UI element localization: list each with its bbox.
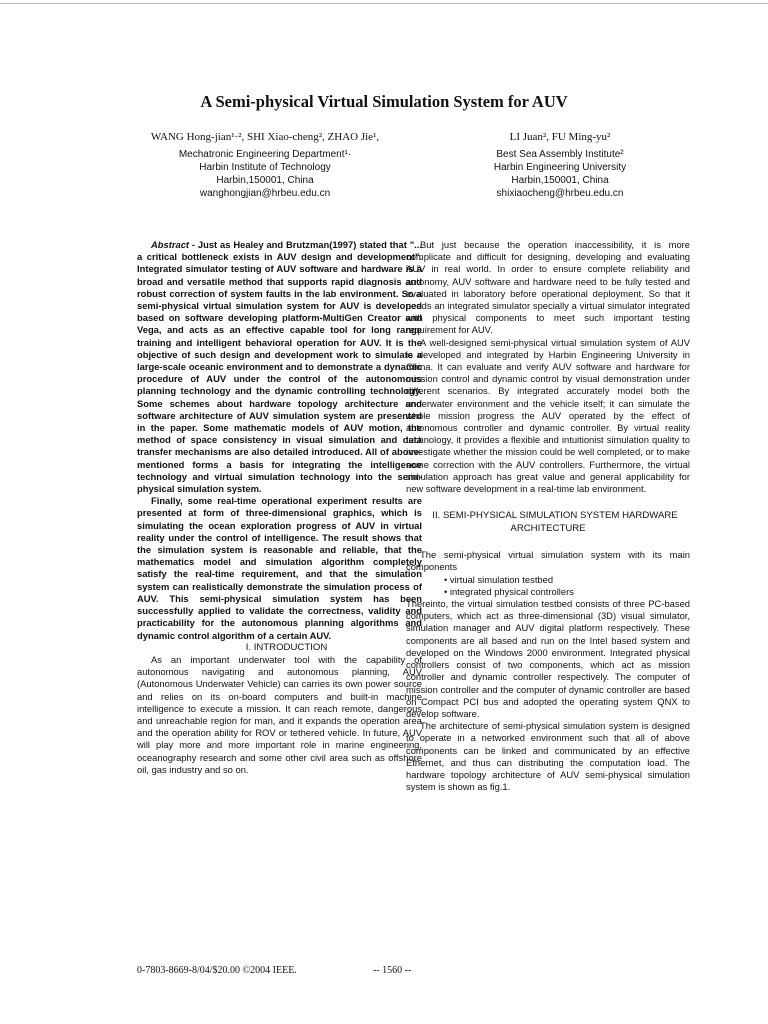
heading-line: II. SEMI-PHYSICAL SIMULATION SYSTEM HARDWARE xyxy=(432,510,678,522)
body-paragraph: A well-designed semi-physical virtual simulation system of AUV is developed and integrated by Harbin Engineering University in China. It can evaluate and verify AUV software and hardware for mission control and dynamic control by visual demonstration under different scenarios. By integrated accurately model both the underwater environment and the vehicle itself; it can simulate the whole mission progress the AUV operated by the effect of autonomous controller and dynamic controller. By virtual reality technology, it provides a flexible and intuitionist simulation quality to investigate whether the mission could be well completed, or to make some correction with the AUV controllers. Furthermore, the virtual simulation approach has great value and general applicability for new software development in a real-time lab environment. xyxy=(406,336,690,495)
abstract-paragraph xyxy=(137,239,422,495)
introduction-paragraph: As an important underwater tool with the capability of autonomous navigating and autonomous planning, AUV (Autonomous Underwater Vehicle) can carries its own power source and relies on its on-board computers and built-in machine intelligence to execute a mission. It can reach remote, dangerous and unreachable region for man, and it expands the operation area and the operation ability for ROV or tethered vehicle. In future, AUV will play more and more important role in marine engineering, oceanography research and some other civil area such as offshore oil, gas industry and so on. xyxy=(137,653,422,775)
affiliation-line: Harbin Engineering University xyxy=(493,162,627,173)
body-paragraph: The architecture of semi-physical simulation system is designed to operate in a networked environment such that all of above components can be linked and communicated by an effective Ethernet, and thus can distributing the computation load. The hardware topology architecture of AUV semi-physical simulation system is shown as fig.1. xyxy=(406,720,690,793)
author-names-right: LI Juan², FU Ming-yu² xyxy=(509,131,611,143)
affiliation-right xyxy=(410,148,710,200)
affiliation-left xyxy=(100,148,430,200)
copyright-notice: 0-7803-8669-8/04/$20.00 ©2004 IEEE. xyxy=(137,965,297,976)
affiliation-line: Harbin,150001, China xyxy=(511,175,609,186)
section-heading-hardware-architecture xyxy=(406,509,690,535)
body-paragraph: But just because the operation inaccessibility, it is more complicate and difficult for designing, developing and evaluating AUV in real world. In order to ensure complete reliability and autonomy, AUV software and hardware need to be fully tested and evaluated in laboratory before operational deployment. So that it needs an integrated simulator specially a virtual simulator integrated with physical components to meet such important testing requirement for AUV. xyxy=(406,239,690,336)
abstract-label: Abstract xyxy=(151,239,190,250)
author-block-right xyxy=(410,131,710,200)
bullet-item: • integrated physical controllers xyxy=(444,585,574,597)
page-footer xyxy=(137,965,467,976)
page-top-rule xyxy=(0,3,768,4)
page-number: -- 1560 -- xyxy=(373,965,412,976)
abstract-text: - Just as Healey and Brutzman(1997) stated that "... a critical bottleneck exists in AUV design and development". Integrated simulator testing of AUV software and hardware is a broad and versatile method that supports rapid diagnosis and robust correction of system faults in the lab environment. So a semi-physical virtual simulation system for AUV is developed based on software developing platform-MultiGen Creator and Vega, and acts as an effective capable tool for long range training and intelligent behavioral operation for AUV. It is the objective of such design and development work to simulate a large-scale oceanic environment and to demonstrate a dynamic procedure of AUV under the control of the autonomous planning technology and the dynamic controlling technology. Some schemes about hardware topology architecture and software architecture of AUV simulation system are presented in the paper. Some mathematic models of AUV motion, the method of space consistency in visual simulation and data transfer mechanisms are also detailed introduced. All of above-mentioned forms a basis for integrating the intelligence technology and virtual simulation technology into the semi-physical simulation system. xyxy=(137,239,422,495)
author-block-left xyxy=(100,131,430,200)
right-column xyxy=(406,239,690,793)
left-column xyxy=(137,239,422,776)
author-email: wanghongjian@hrbeu.edu.cn xyxy=(199,188,331,199)
affiliation-line: Harbin,150001, China xyxy=(216,175,314,186)
body-paragraph: Thereinto, the virtual simulation testbed consists of three PC-based computers, which act as three-dimensional (3D) visual simulator, simulation manager and AUV digital platform respectively. These components are all based and run on the Intel based system and developed on the Windows 2000 environment. Integrated physical controllers consist of two components, which act as mission controller and dynamic controller respectively. The computer of mission controller and the computer of dynamic controller are based on Compact PCI bus and adopted the operating system QNX to develop software. xyxy=(406,598,690,719)
affiliation-line: Harbin Institute of Technology xyxy=(199,162,331,173)
bullet-item: • virtual simulation testbed xyxy=(444,573,554,585)
affiliation-line: Best Sea Assembly Institute² xyxy=(496,149,624,160)
author-names-left: WANG Hong-jian¹·², SHI Xiao-cheng², ZHAO Jie¹, xyxy=(150,131,380,143)
abstract-paragraph-2: Finally, some real-time operational experiment results are presented at form of three-dimensional graphics, which is simulating the ocean exploration progress of AUV in virtual reality under the control of intelligence. The result shows that the simulation system is reasonable and reliable, that the mathematics model and simulation algorithm completely satisfy the real-time requirement, and that the simulation system can realistically demonstrate the simulation process of AUV. This semi-physical simulation system has been successfully applied to validate the correctness, validity and practicability for the autonomous planning algorithms and dynamic control algorithm of a certain AUV. xyxy=(137,495,422,641)
body-paragraph: The semi-physical virtual simulation system with its main components xyxy=(406,549,690,573)
heading-line: ARCHITECTURE xyxy=(510,523,586,535)
section-heading-introduction: I. INTRODUCTION xyxy=(245,641,328,653)
paper-title: A Semi-physical Virtual Simulation System for AUV xyxy=(200,92,568,111)
affiliation-line: Mechatronic Engineering Department¹· xyxy=(178,149,352,160)
author-email: shixiaocheng@hrbeu.edu.cn xyxy=(496,188,624,199)
